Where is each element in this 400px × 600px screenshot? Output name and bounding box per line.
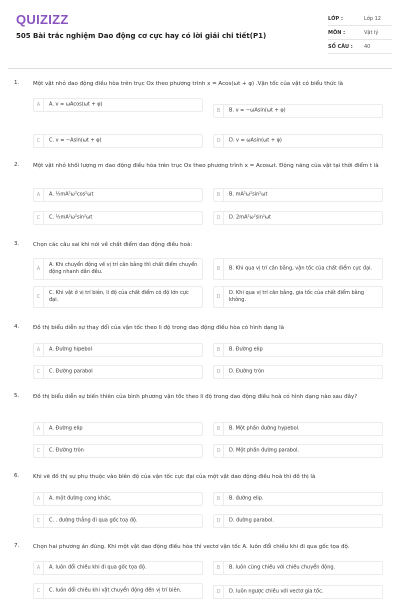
option-text: D. Một phần đường parabol. xyxy=(229,447,300,454)
option-letter: A xyxy=(34,259,44,279)
option-text: D. v = ωAsin(ωt + φ) xyxy=(229,137,282,144)
option-text: A. Khi chuyển động về vị trí cân bằng thì chất điểm chuyển động nhanh dần đều. xyxy=(49,262,198,275)
option-b[interactable] xyxy=(213,492,383,506)
option-b[interactable] xyxy=(213,188,383,202)
option-text: B. v = −ωAsin(ωt + φ) xyxy=(229,107,286,114)
option-a[interactable] xyxy=(33,188,203,202)
meta-label-grade: LỚP : xyxy=(328,15,343,22)
option-d[interactable] xyxy=(213,286,383,308)
option-text: A. Đường hipebol xyxy=(49,346,92,353)
question-number: 3. xyxy=(14,241,20,247)
option-d[interactable] xyxy=(213,211,383,225)
option-text: B. luôn cùng chiều với chiều chuyển động. xyxy=(229,564,336,571)
option-text: A. luôn đổi chiều khi đi qua gốc tọa độ. xyxy=(49,564,147,571)
option-c[interactable] xyxy=(33,211,203,225)
option-text: C. Khi vật ở vị trí biên, li độ của chất điểm có độ lớn cực đại. xyxy=(49,290,189,303)
option-letter: C xyxy=(34,135,44,147)
meta-row-grade xyxy=(328,12,392,26)
option-text: D. 2mA²ω²sin²ωt xyxy=(229,214,272,221)
option-text: B. Đường elip xyxy=(229,346,263,353)
option-letter: C xyxy=(34,515,44,527)
option-text: B. Một phần đường hypebol. xyxy=(229,425,300,432)
question-text: Đồ thị biểu diễn sự biến thiên của bình phương vận tốc theo li độ trong dao động điều hoà có hình dạng nào sau đây? xyxy=(33,394,358,400)
option-letter: C xyxy=(34,212,44,224)
quiz-title: 505 Bài trắc nghiệm Dao động cơ cực hay có lời giải chi tiết(P1) xyxy=(16,32,267,40)
option-letter: A xyxy=(34,344,44,356)
option-letter: B xyxy=(214,259,224,279)
option-text: D. Đường tròn xyxy=(229,368,265,375)
option-text: C. ½mA²ω²sin²ωt xyxy=(49,214,93,221)
option-letter: D xyxy=(214,212,224,224)
option-letter: D xyxy=(214,445,224,457)
option-text: B. Khi qua vị trí cân bằng, vận tốc của chất điểm cực đại. xyxy=(229,265,373,272)
option-text: D. Khi qua vị trí cân bằng, gia tốc của chất điểm bằng không. xyxy=(229,290,365,303)
option-a[interactable] xyxy=(33,343,203,357)
question-number: 7. xyxy=(14,543,20,549)
meta-value-grade: Lớp 12 xyxy=(364,15,381,22)
option-letter: A xyxy=(34,99,44,111)
option-letter: A xyxy=(34,423,44,435)
option-a[interactable] xyxy=(33,98,203,112)
option-letter: C xyxy=(34,445,44,457)
question-number: 6. xyxy=(14,473,20,479)
question-text: Chọn hai phương án đúng. Khi một vật dao động điều hòa thì vectơ vận tốc A. luôn đổi chiều khi đi qua gốc tọa độ. xyxy=(33,544,350,550)
meta-value-subject: Vật lý xyxy=(364,29,379,36)
option-c[interactable] xyxy=(33,365,203,379)
option-text: D. đường parabol. xyxy=(229,517,274,524)
question-text: Chọn các câu sai khi nói về chất điểm dao động điều hoà: xyxy=(33,242,193,248)
option-text: C. Đường tròn xyxy=(49,447,84,454)
question-text: Một vật nhỏ khối lượng m dao động điều hòa trên trục Ox theo phương trình x = Acosωt. Động năng của vật tại thời điểm t là xyxy=(33,163,379,169)
option-text: A. ½mA²ω²cos²ωt xyxy=(49,191,94,198)
option-b[interactable] xyxy=(213,343,383,357)
option-text: A. v = ωAcos(ωt + φ) xyxy=(49,101,103,108)
option-text: C. luôn đổi chiều khi vật chuyển động đến vị trí biên. xyxy=(49,587,182,594)
option-letter: C xyxy=(34,366,44,378)
option-b[interactable] xyxy=(213,104,383,118)
option-c[interactable] xyxy=(33,514,203,528)
worksheet-header xyxy=(0,0,400,62)
option-a[interactable] xyxy=(33,258,203,280)
option-text: C. Đường parabol xyxy=(49,368,93,375)
option-letter: B xyxy=(214,344,224,356)
option-c[interactable] xyxy=(33,286,203,308)
option-a[interactable] xyxy=(33,422,203,436)
option-letter: A xyxy=(34,189,44,201)
option-text: C. v = −Asin(ωt + φ) xyxy=(49,137,102,144)
option-b[interactable] xyxy=(213,258,383,280)
option-letter: C xyxy=(34,584,44,598)
meta-row-subject xyxy=(328,26,392,40)
meta-panel xyxy=(328,12,392,54)
option-c[interactable] xyxy=(33,583,203,599)
option-letter: B xyxy=(214,189,224,201)
question-text: Một vật nhỏ dao động điều hòa trên trục Ox theo phương trình x = Acos(ωt + φ) .Vận tốc của vật có biểu thức là xyxy=(33,81,344,87)
question-text: Khi vẽ đồ thị sự phụ thuộc vào biên độ của vận tốc cực đại của một vật dao động điều hoà thì đồ thị là xyxy=(33,474,316,480)
option-d[interactable] xyxy=(213,585,383,599)
option-letter: D xyxy=(214,515,224,527)
question-text: Đồ thị biểu diễn sự thay đổi của vận tốc theo li độ trong dao động điều hòa có hình dạng là xyxy=(33,325,285,331)
meta-label-count: SỐ CÂU : xyxy=(328,43,353,50)
option-letter: D xyxy=(214,287,224,307)
option-letter: B xyxy=(214,493,224,505)
meta-value-count: 40 xyxy=(364,43,371,50)
option-d[interactable] xyxy=(213,134,383,148)
option-b[interactable] xyxy=(213,422,383,436)
option-letter: D xyxy=(214,586,224,598)
option-a[interactable] xyxy=(33,492,203,506)
option-letter: D xyxy=(214,366,224,378)
option-text: A. Đường elip xyxy=(49,425,83,432)
header-divider xyxy=(8,68,392,69)
option-letter: A xyxy=(34,562,44,574)
option-text: D. luôn ngược chiều với vectơ gia tốc. xyxy=(229,588,324,595)
option-letter: B xyxy=(214,423,224,435)
meta-label-subject: MÔN : xyxy=(328,29,346,36)
question-number: 2. xyxy=(14,162,20,168)
option-letter: B xyxy=(214,562,224,574)
option-c[interactable] xyxy=(33,444,203,458)
option-c[interactable] xyxy=(33,134,203,148)
option-letter: C xyxy=(34,287,44,307)
quizizz-logo: QUIZIZZ xyxy=(16,12,69,27)
option-text: C. . đường thẳng đi qua gốc toạ độ. xyxy=(49,517,138,524)
option-d[interactable] xyxy=(213,365,383,379)
option-letter: D xyxy=(214,135,224,147)
question-number: 5. xyxy=(14,393,20,399)
question-number: 1. xyxy=(14,80,20,86)
meta-row-count xyxy=(328,40,392,54)
question-number: 4. xyxy=(14,324,20,330)
option-text: A. một đường cong khác. xyxy=(49,495,112,502)
option-text: B. mA²ω²sin²ωt xyxy=(229,191,268,198)
option-a[interactable] xyxy=(33,561,203,575)
option-letter: A xyxy=(34,493,44,505)
option-letter: B xyxy=(214,105,224,117)
option-d[interactable] xyxy=(213,444,383,458)
option-b[interactable] xyxy=(213,561,383,575)
option-d[interactable] xyxy=(213,514,383,528)
option-text: B. đường elip. xyxy=(229,495,264,502)
